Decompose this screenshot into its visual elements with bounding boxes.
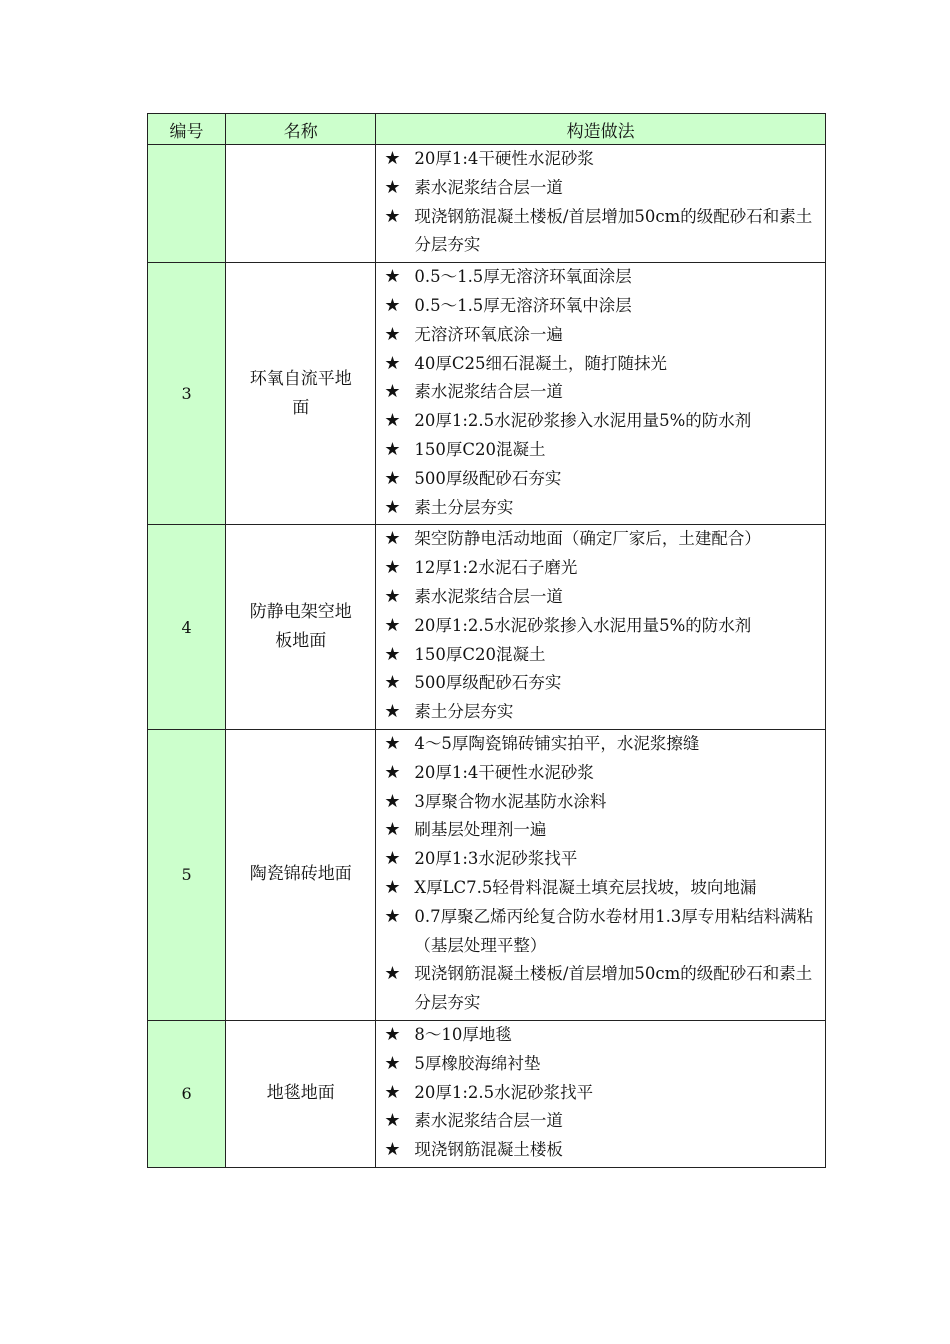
row-name-cell: 陶瓷锦砖地面 bbox=[226, 729, 376, 1020]
step-text: 无溶济环氧底涂一遍 bbox=[414, 324, 563, 344]
step-text: 现浇钢筋混凝土楼板/首层增加50cm的级配砂石和素土分层夯实 bbox=[414, 206, 813, 255]
star-bullet-icon: ★ bbox=[384, 761, 401, 783]
list-item bbox=[384, 641, 819, 670]
list-item bbox=[384, 1021, 819, 1050]
list-item bbox=[384, 554, 819, 583]
step-text: 素水泥浆结合层一道 bbox=[414, 177, 563, 197]
star-bullet-icon: ★ bbox=[384, 557, 401, 579]
table-row bbox=[148, 145, 826, 263]
list-item bbox=[384, 669, 819, 698]
step-text: 现浇钢筋混凝土楼板/首层增加50cm的级配砂石和素土分层夯实 bbox=[414, 964, 813, 1013]
star-bullet-icon: ★ bbox=[384, 294, 401, 316]
star-bullet-icon: ★ bbox=[384, 381, 401, 403]
step-text: 3厚聚合物水泥基防水涂料 bbox=[414, 791, 607, 811]
step-text: 素水泥浆结合层一道 bbox=[414, 1111, 563, 1131]
list-item bbox=[384, 759, 819, 788]
row-method-cell bbox=[376, 1020, 826, 1167]
star-bullet-icon: ★ bbox=[384, 148, 401, 169]
list-item bbox=[384, 698, 819, 727]
list-item bbox=[384, 903, 819, 961]
row-name-cell: 防静电架空地板地面 bbox=[226, 525, 376, 730]
row-method-cell bbox=[376, 145, 826, 263]
row-number-cell bbox=[148, 145, 226, 263]
row-method-cell bbox=[376, 525, 826, 730]
step-text: 0.7厚聚乙烯丙纶复合防水卷材用1.3厚专用粘结料满粘（基层处理平整） bbox=[414, 906, 814, 955]
header-construction-method: 构造做法 bbox=[376, 114, 826, 145]
list-item bbox=[384, 292, 819, 321]
construction-steps-list bbox=[384, 525, 819, 727]
list-item bbox=[384, 203, 819, 261]
star-bullet-icon: ★ bbox=[384, 1081, 401, 1103]
star-bullet-icon: ★ bbox=[384, 672, 401, 694]
star-bullet-icon: ★ bbox=[384, 876, 401, 898]
row-method-cell bbox=[376, 729, 826, 1020]
step-text: 500厚级配砂石夯实 bbox=[414, 673, 562, 693]
star-bullet-icon: ★ bbox=[384, 905, 401, 927]
row-name-cell: 地毯地面 bbox=[226, 1020, 376, 1167]
construction-steps-list bbox=[384, 1021, 819, 1165]
star-bullet-icon: ★ bbox=[384, 1052, 401, 1074]
table-header-row bbox=[148, 114, 826, 145]
list-item bbox=[384, 845, 819, 874]
list-item bbox=[384, 816, 819, 845]
step-text: 500厚级配砂石夯实 bbox=[414, 468, 562, 488]
list-item bbox=[384, 525, 819, 554]
step-text: 150厚C20混凝土 bbox=[414, 644, 546, 664]
step-text: 0.5～1.5厚无溶济环氧面涂层 bbox=[414, 267, 632, 287]
list-item bbox=[384, 350, 819, 379]
list-item bbox=[384, 730, 819, 759]
list-item bbox=[384, 1079, 819, 1108]
list-item bbox=[384, 583, 819, 612]
step-text: 20厚1:3水泥砂浆找平 bbox=[414, 849, 578, 869]
list-item bbox=[384, 1050, 819, 1079]
step-text: 20厚1:4干硬性水泥砂浆 bbox=[414, 149, 594, 168]
row-number-cell: 6 bbox=[148, 1020, 226, 1167]
step-text: 20厚1:2.5水泥砂浆找平 bbox=[414, 1082, 594, 1102]
step-text: 素水泥浆结合层一道 bbox=[414, 382, 563, 402]
step-text: 0.5～1.5厚无溶济环氧中涂层 bbox=[414, 295, 632, 315]
star-bullet-icon: ★ bbox=[384, 352, 401, 374]
step-text: 12厚1:2水泥石子磨光 bbox=[414, 558, 578, 578]
row-name-cell bbox=[226, 145, 376, 263]
step-text: 素水泥浆结合层一道 bbox=[414, 586, 563, 606]
list-item bbox=[384, 321, 819, 350]
star-bullet-icon: ★ bbox=[384, 963, 401, 985]
star-bullet-icon: ★ bbox=[384, 848, 401, 870]
star-bullet-icon: ★ bbox=[384, 496, 401, 518]
row-number-cell: 5 bbox=[148, 729, 226, 1020]
star-bullet-icon: ★ bbox=[384, 790, 401, 812]
step-text: 5厚橡胶海绵衬垫 bbox=[414, 1053, 541, 1073]
step-text: 20厚1:4干硬性水泥砂浆 bbox=[414, 762, 594, 782]
construction-spec-table bbox=[147, 113, 826, 1168]
construction-steps-list bbox=[384, 730, 819, 1018]
star-bullet-icon: ★ bbox=[384, 438, 401, 460]
table-row bbox=[148, 525, 826, 730]
step-text: 20厚1:2.5水泥砂浆掺入水泥用量5%的防水剂 bbox=[414, 615, 752, 635]
star-bullet-icon: ★ bbox=[384, 819, 401, 841]
construction-steps-list bbox=[384, 145, 819, 260]
star-bullet-icon: ★ bbox=[384, 701, 401, 723]
step-text: 架空防静电活动地面（确定厂家后，土建配合） bbox=[414, 529, 761, 549]
header-number: 编号 bbox=[148, 114, 226, 145]
star-bullet-icon: ★ bbox=[384, 1139, 401, 1161]
construction-steps-list bbox=[384, 263, 819, 522]
list-item bbox=[384, 1107, 819, 1136]
table-row bbox=[148, 1020, 826, 1167]
step-text: 现浇钢筋混凝土楼板 bbox=[414, 1140, 563, 1160]
star-bullet-icon: ★ bbox=[384, 528, 401, 550]
step-text: 150厚C20混凝土 bbox=[414, 439, 546, 459]
step-text: 20厚1:2.5水泥砂浆掺入水泥用量5%的防水剂 bbox=[414, 411, 752, 431]
list-item bbox=[384, 1136, 819, 1165]
step-text: X厚LC7.5轻骨料混凝土填充层找坡，坡向地漏 bbox=[414, 877, 757, 897]
header-name: 名称 bbox=[226, 114, 376, 145]
list-item bbox=[384, 612, 819, 641]
star-bullet-icon: ★ bbox=[384, 1023, 401, 1045]
star-bullet-icon: ★ bbox=[384, 1110, 401, 1132]
table-body bbox=[148, 145, 826, 1168]
star-bullet-icon: ★ bbox=[384, 614, 401, 636]
list-item bbox=[384, 494, 819, 523]
step-text: 40厚C25细石混凝土，随打随抹光 bbox=[414, 353, 667, 373]
row-method-cell bbox=[376, 263, 826, 525]
star-bullet-icon: ★ bbox=[384, 323, 401, 345]
list-item bbox=[384, 465, 819, 494]
list-item bbox=[384, 263, 819, 292]
step-text: 素土分层夯实 bbox=[414, 497, 514, 517]
row-number-cell: 3 bbox=[148, 263, 226, 525]
list-item bbox=[384, 436, 819, 465]
star-bullet-icon: ★ bbox=[384, 585, 401, 607]
list-item bbox=[384, 174, 819, 203]
star-bullet-icon: ★ bbox=[384, 643, 401, 665]
list-item bbox=[384, 378, 819, 407]
star-bullet-icon: ★ bbox=[384, 205, 401, 227]
list-item bbox=[384, 960, 819, 1018]
step-text: 素土分层夯实 bbox=[414, 702, 514, 722]
list-item bbox=[384, 145, 819, 174]
step-text: 刷基层处理剂一遍 bbox=[414, 820, 547, 840]
row-name-cell: 环氧自流平地面 bbox=[226, 263, 376, 525]
star-bullet-icon: ★ bbox=[384, 176, 401, 198]
star-bullet-icon: ★ bbox=[384, 410, 401, 432]
star-bullet-icon: ★ bbox=[384, 732, 401, 754]
step-text: 8～10厚地毯 bbox=[414, 1024, 512, 1044]
table-row bbox=[148, 263, 826, 525]
row-number-cell: 4 bbox=[148, 525, 226, 730]
star-bullet-icon: ★ bbox=[384, 467, 401, 489]
list-item bbox=[384, 874, 819, 903]
star-bullet-icon: ★ bbox=[384, 266, 401, 288]
list-item bbox=[384, 788, 819, 817]
list-item bbox=[384, 407, 819, 436]
step-text: 4～5厚陶瓷锦砖铺实拍平，水泥浆擦缝 bbox=[414, 733, 700, 753]
table-row bbox=[148, 729, 826, 1020]
